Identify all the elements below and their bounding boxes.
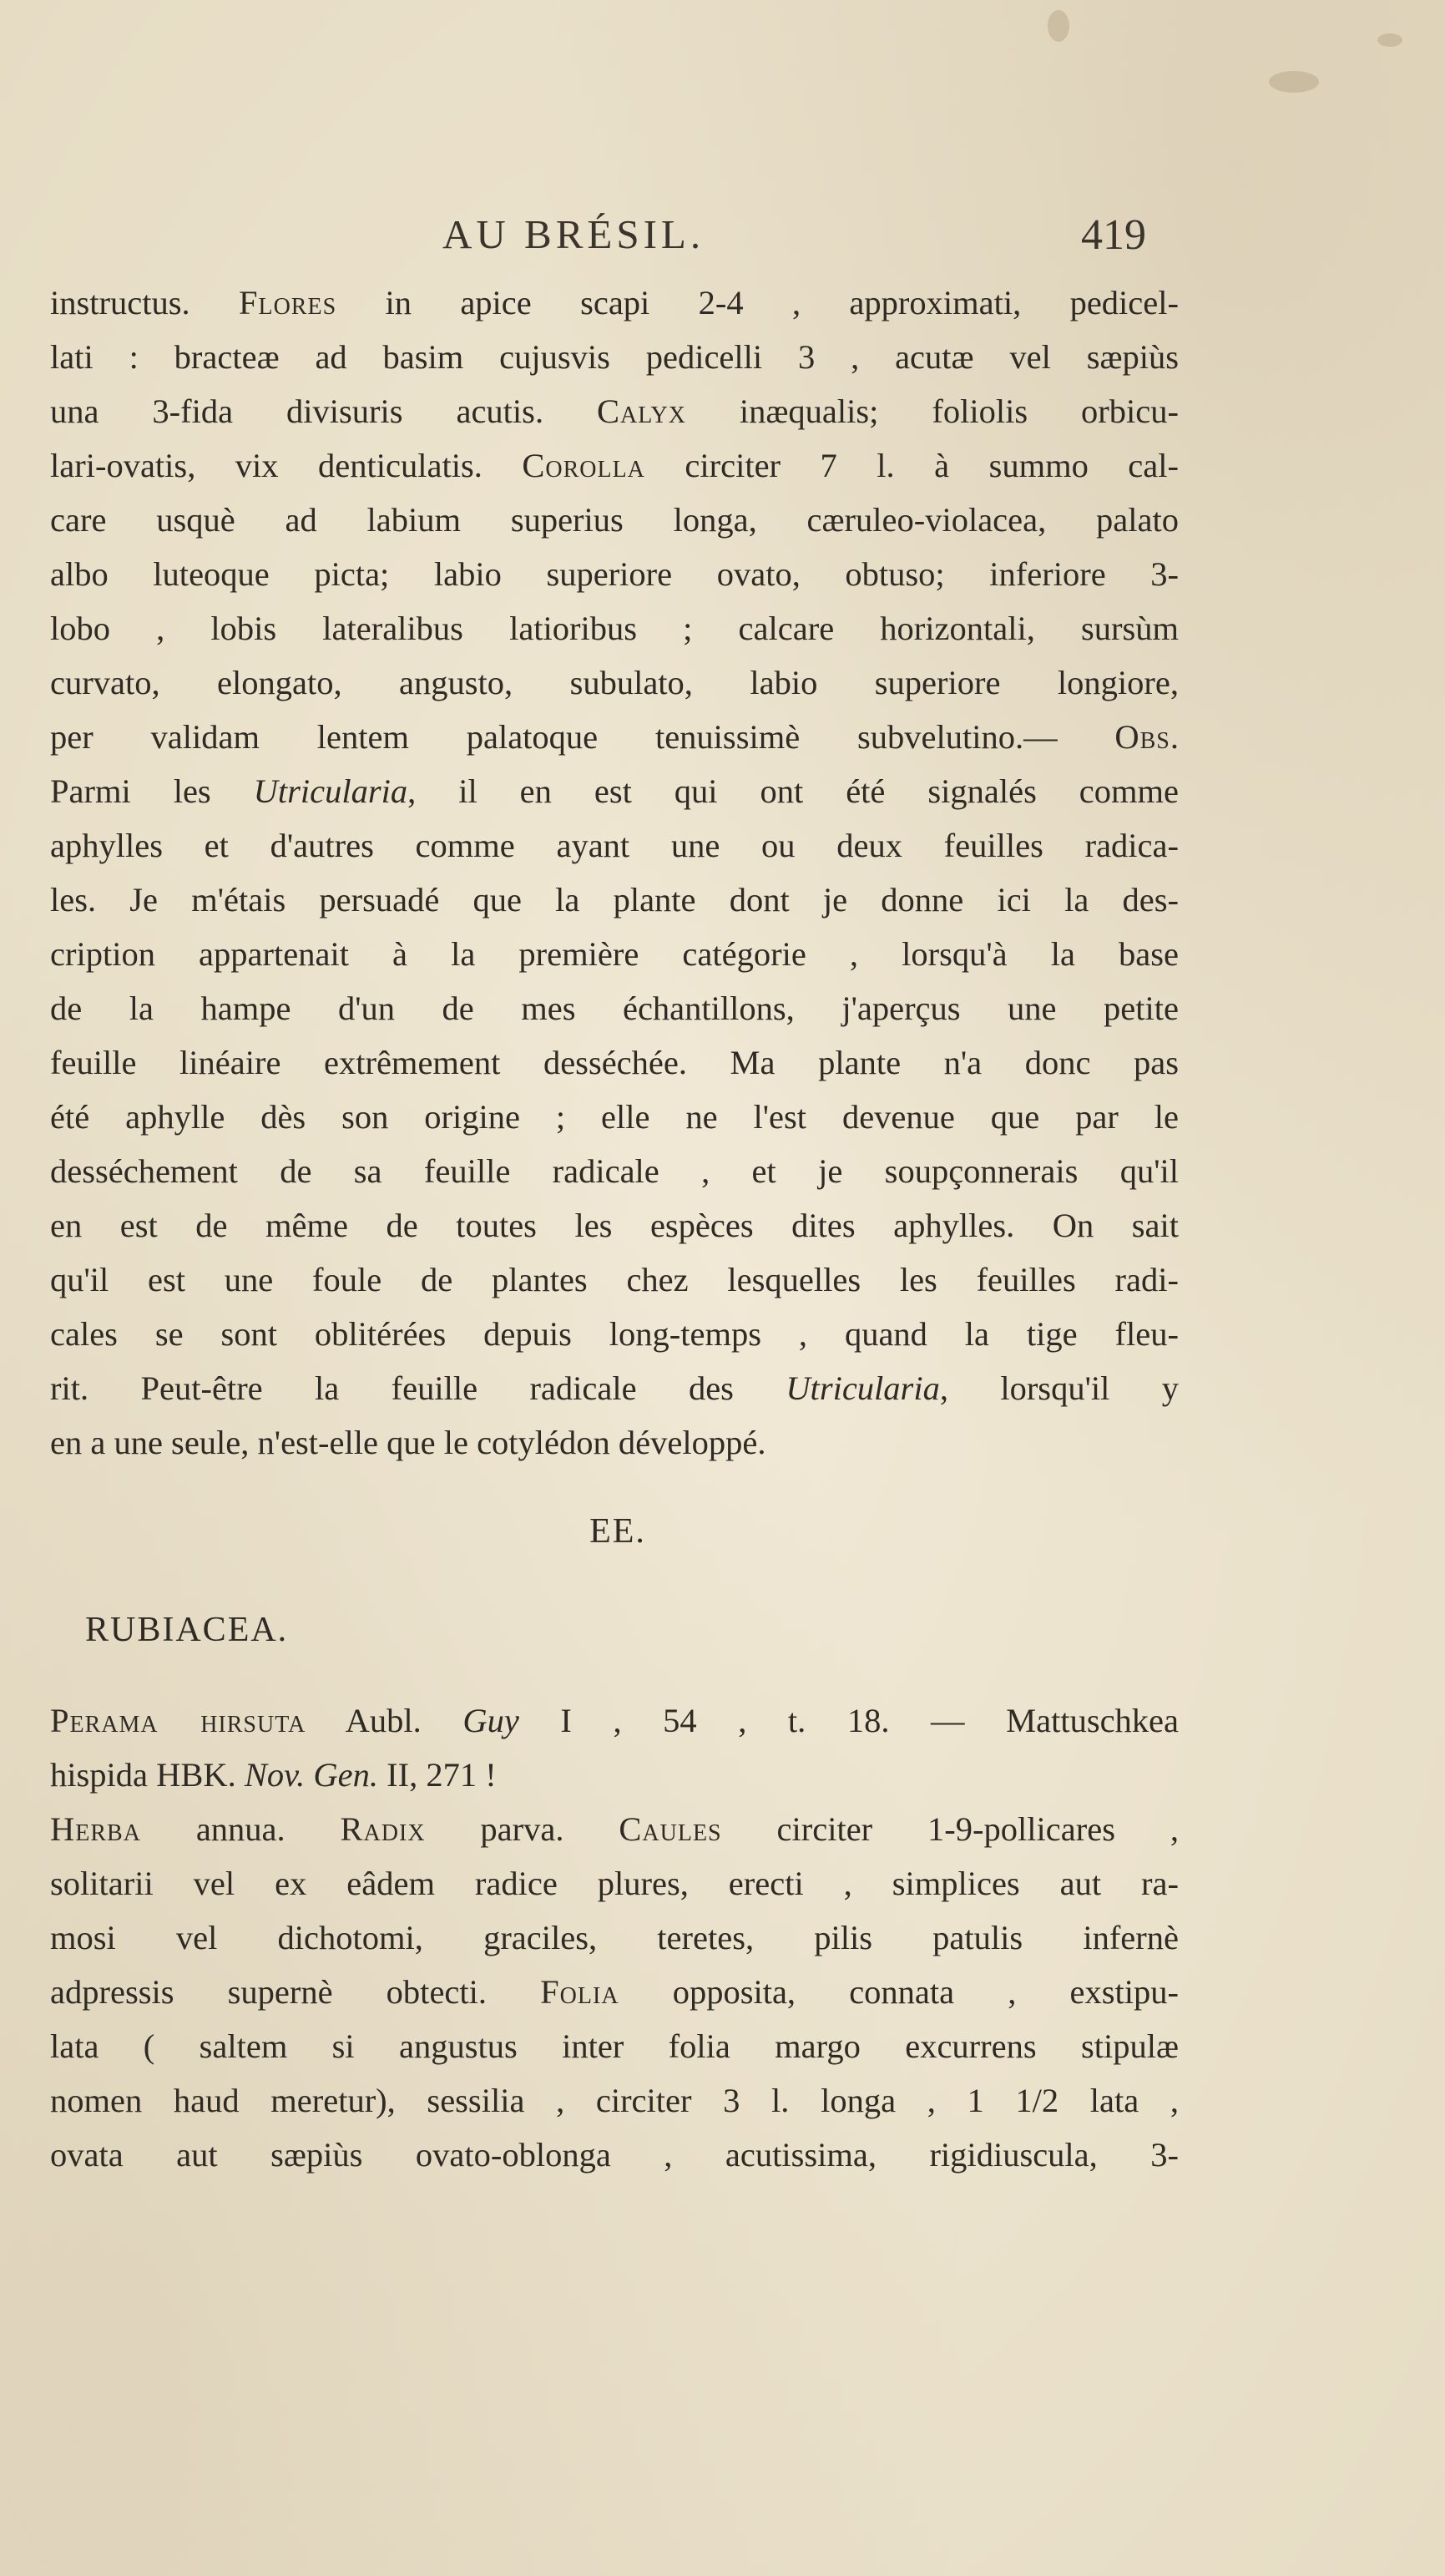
text-line: ovata aut sæpiùs ovato-oblonga , acutissima, rigidiuscula, 3-	[50, 2136, 1179, 2174]
text-line: Parmi les Utricularia, il en est qui ont été signalés comme	[50, 772, 1179, 810]
text-line: en a une seule, n'est-elle que le cotylédon développé.	[50, 1424, 766, 1461]
paper-stain	[1269, 71, 1319, 93]
text-line: mosi vel dichotomi, graciles, teretes, pilis patulis infernè	[50, 1919, 1179, 1956]
text-line: Perama hirsuta Aubl. Guy I , 54 , t. 18. — Mattuschkea	[50, 1702, 1179, 1739]
text-line: été aphylle dès son origine ; elle ne l'est devenue que par le	[50, 1098, 1179, 1136]
paragraph-perama-synonymy	[50, 1693, 1179, 1802]
section-mark: EE.	[589, 1512, 646, 1551]
text-line: curvato, elongato, angusto, subulato, labio superiore longiore,	[50, 664, 1179, 701]
running-head	[0, 210, 1445, 269]
running-head-title: AU BRÉSIL.	[442, 211, 705, 257]
text-line: una 3-fida divisuris acutis. Calyx inæqualis; foliolis orbicu-	[50, 392, 1179, 430]
text-line: care usquè ad labium superius longa, cæruleo-violacea, palato	[50, 501, 1179, 539]
text-line: hispida HBK. Nov. Gen. II, 271 !	[50, 1756, 497, 1794]
text-line: cales se sont oblitérées depuis long-temps , quand la tige fleu-	[50, 1315, 1179, 1353]
paper-stain	[1377, 33, 1402, 47]
text-line: lari-ovatis, vix denticulatis. Corolla circiter 7 l. à summo cal-	[50, 447, 1179, 484]
text-line: en est de même de toutes les espèces dites aphylles. On sait	[50, 1207, 1179, 1244]
text-line: Herba annua. Radix parva. Caules circiter 1-9-pollicares ,	[50, 1810, 1179, 1848]
text-line: nomen haud meretur), sessilia , circiter 3 l. longa , 1 1/2 lata ,	[50, 2082, 1179, 2119]
text-line: lati : bracteæ ad basim cujusvis pedicelli 3 , acutæ vel sæpiùs	[50, 338, 1179, 376]
text-line: lata ( saltem si angustus inter folia margo excurrens stipulæ	[50, 2027, 1179, 2065]
page-number: 419	[1081, 211, 1146, 259]
text-line: per validam lentem palatoque tenuissimè subvelutino.— Obs.	[50, 718, 1179, 756]
text-line: albo luteoque picta; labio superiore ovato, obtuso; inferiore 3-	[50, 555, 1179, 593]
text-line: lobo , lobis lateralibus latioribus ; calcare horizontali, sursùm	[50, 610, 1179, 647]
text-line: feuille linéaire extrêmement desséchée. Ma plante n'a donc pas	[50, 1044, 1179, 1081]
paragraph-perama-description	[50, 1802, 1179, 2182]
text-line: instructus. Flores in apice scapi 2-4 , approximati, pedicel-	[50, 284, 1179, 321]
family-heading: RUBIACEA.	[85, 1611, 289, 1649]
text-line: de la hampe d'un de mes échantillons, j'aperçus une petite	[50, 989, 1179, 1027]
text-line: cription appartenait à la première catégorie , lorsqu'à la base	[50, 935, 1179, 973]
text-line: solitarii vel ex eâdem radice plures, erecti , simplices aut ra-	[50, 1865, 1179, 1902]
text-line: adpressis supernè obtecti. Folia opposita, connata , exstipu-	[50, 1973, 1179, 2011]
paper-stain	[1048, 10, 1069, 42]
text-line: aphylles et d'autres comme ayant une ou deux feuilles radica-	[50, 827, 1179, 864]
text-line: desséchement de sa feuille radicale , et je soupçonnerais qu'il	[50, 1152, 1179, 1190]
text-line: qu'il est une foule de plantes chez lesquelles les feuilles radi-	[50, 1261, 1179, 1298]
text-line: les. Je m'étais persuadé que la plante dont je donne ici la des-	[50, 881, 1179, 919]
paragraph-utricularia-description	[50, 276, 1179, 1470]
text-line: rit. Peut-être la feuille radicale des Utricularia, lorsqu'il y	[50, 1369, 1179, 1407]
